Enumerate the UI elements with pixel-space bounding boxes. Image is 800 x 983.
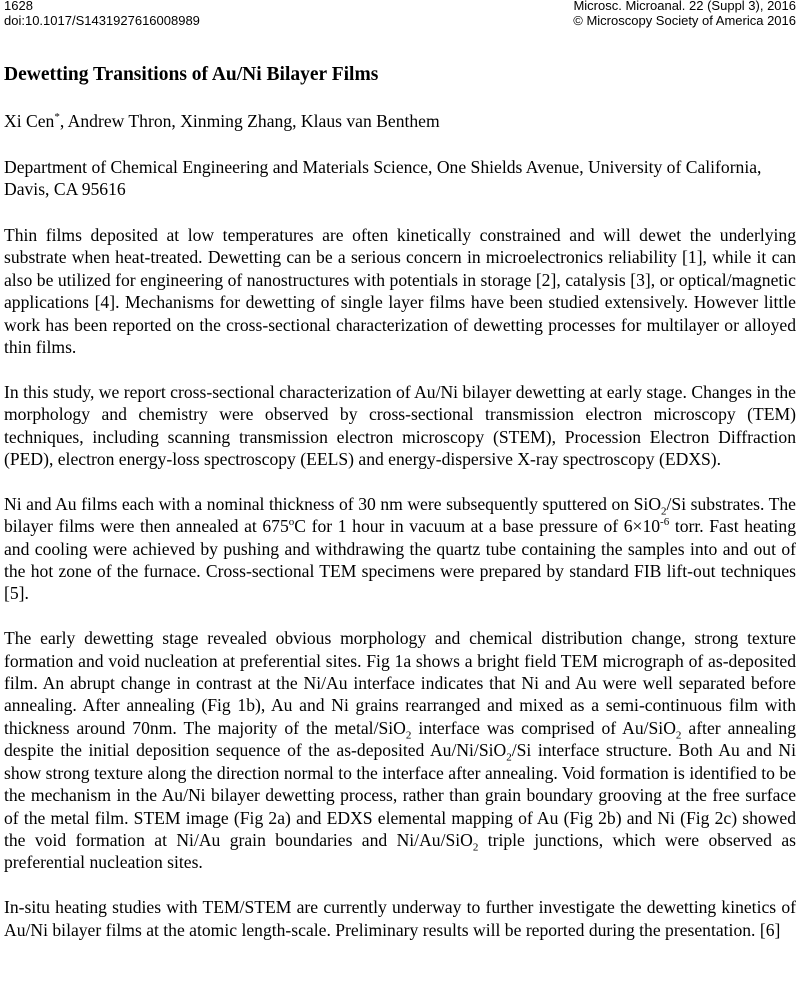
copyright-notice: © Microscopy Society of America 2016 (573, 13, 796, 28)
doi-link[interactable]: doi:10.1017/S1431927616008989 (4, 13, 200, 28)
article-body (4, 62, 796, 941)
paragraph-study: In this study, we report cross-sectional characterization of Au/Ni bilayer dewetting at early stage. Changes in the morphology and chemistry were observed by cross-sectional transmission electron microscopy (TEM) techniques, including scanning transmission electron microscopy (STEM), Procession Electron Diffraction (PED), electron energy-loss spectroscopy (EELS) and energy-dispersive X-ray spectroscopy (EDXS). (4, 381, 796, 470)
affiliation: Department of Chemical Engineering and Materials Science, One Shields Avenue, University of California, Davis, CA 95616 (4, 157, 762, 199)
corresponding-author-mark: * (54, 111, 60, 124)
page-number: 1628 (4, 0, 33, 13)
corresponding-author: Xi Cen (4, 111, 55, 131)
paragraph-outlook: In-situ heating studies with TEM/STEM are currently underway to further investigate the dewetting kinetics of Au/Ni bilayer films at the atomic length-scale. Preliminary results will be reported during the presentation. [6] (4, 897, 796, 940)
author-list (4, 110, 796, 133)
paragraph-results: The early dewetting stage revealed obvious morphology and chemical distribution change, strong texture formation and void nucleation at preferential sites. Fig 1a shows a bright field TEM micrograph of as-deposited film. An abrupt change in contrast at the Ni/Au interface indicates that Ni and Au were well separated before annealing. After annealing (Fig 1b), Au and Ni grains rearranged and mixed as a semi-continuous film with thickness around 70nm. The majority of the metal/SiO$_2$ interface was comprised of Au/SiO$_2$ after annealing despite the initial deposition sequence of the as-deposited Au/Ni/SiO$_2$/Si interface structure. Both Au and Ni show strong texture along the direction normal to the interface after annealing. Void formation is identified to be the mechanism in the Au/Ni bilayer dewetting process, rather than grain boundary grooving at the free surface of the metal film. STEM image (Fig 2a) and EDXS elemental mapping of Au (Fig 2b) and Ni (Fig 2c) showed the void formation at Ni/Au grain boundaries and Ni/Au/SiO$_2$ triple junctions, which were observed as preferential nucleation sites. (4, 628, 796, 873)
paper-title: Dewetting Transitions of Au/Ni Bilayer Films (4, 64, 379, 85)
journal-citation: Microsc. Microanal. 22 (Suppl 3), 2016 (573, 0, 796, 13)
paragraph-methods: Ni and Au films each with a nominal thickness of 30 nm were subsequently sputtered on SiO$_2$/Si substrates. The bilayer films were then annealed at 675$^o$C for 1 hour in vacuum at a base pressure of $6\times 10^{-6}$ torr. Fast heating and cooling were achieved by pushing and withdrawing the quartz tube containing the samples into and out of the hot zone of the furnace. Cross-sectional TEM specimens were prepared by standard FIB lift-out techniques [5]. (4, 493, 796, 604)
other-authors: , Andrew Thron, Xinming Zhang, Klaus van Benthem (59, 111, 440, 131)
paragraph-intro: Thin films deposited at low temperatures are often kinetically constrained and will dewet the underlying substrate when heat-treated. Dewetting can be a serious concern in microelectronics reliability [1], while it can also be utilized for engineering of nanostructures with potentials in storage [2], catalysis [3], or optical/magnetic applications [4]. Mechanisms for dewetting of single layer films have been studied extensively. However little work has been reported on the cross-sectional characterization of dewetting processes for multilayer or alloyed thin films. (4, 225, 796, 358)
